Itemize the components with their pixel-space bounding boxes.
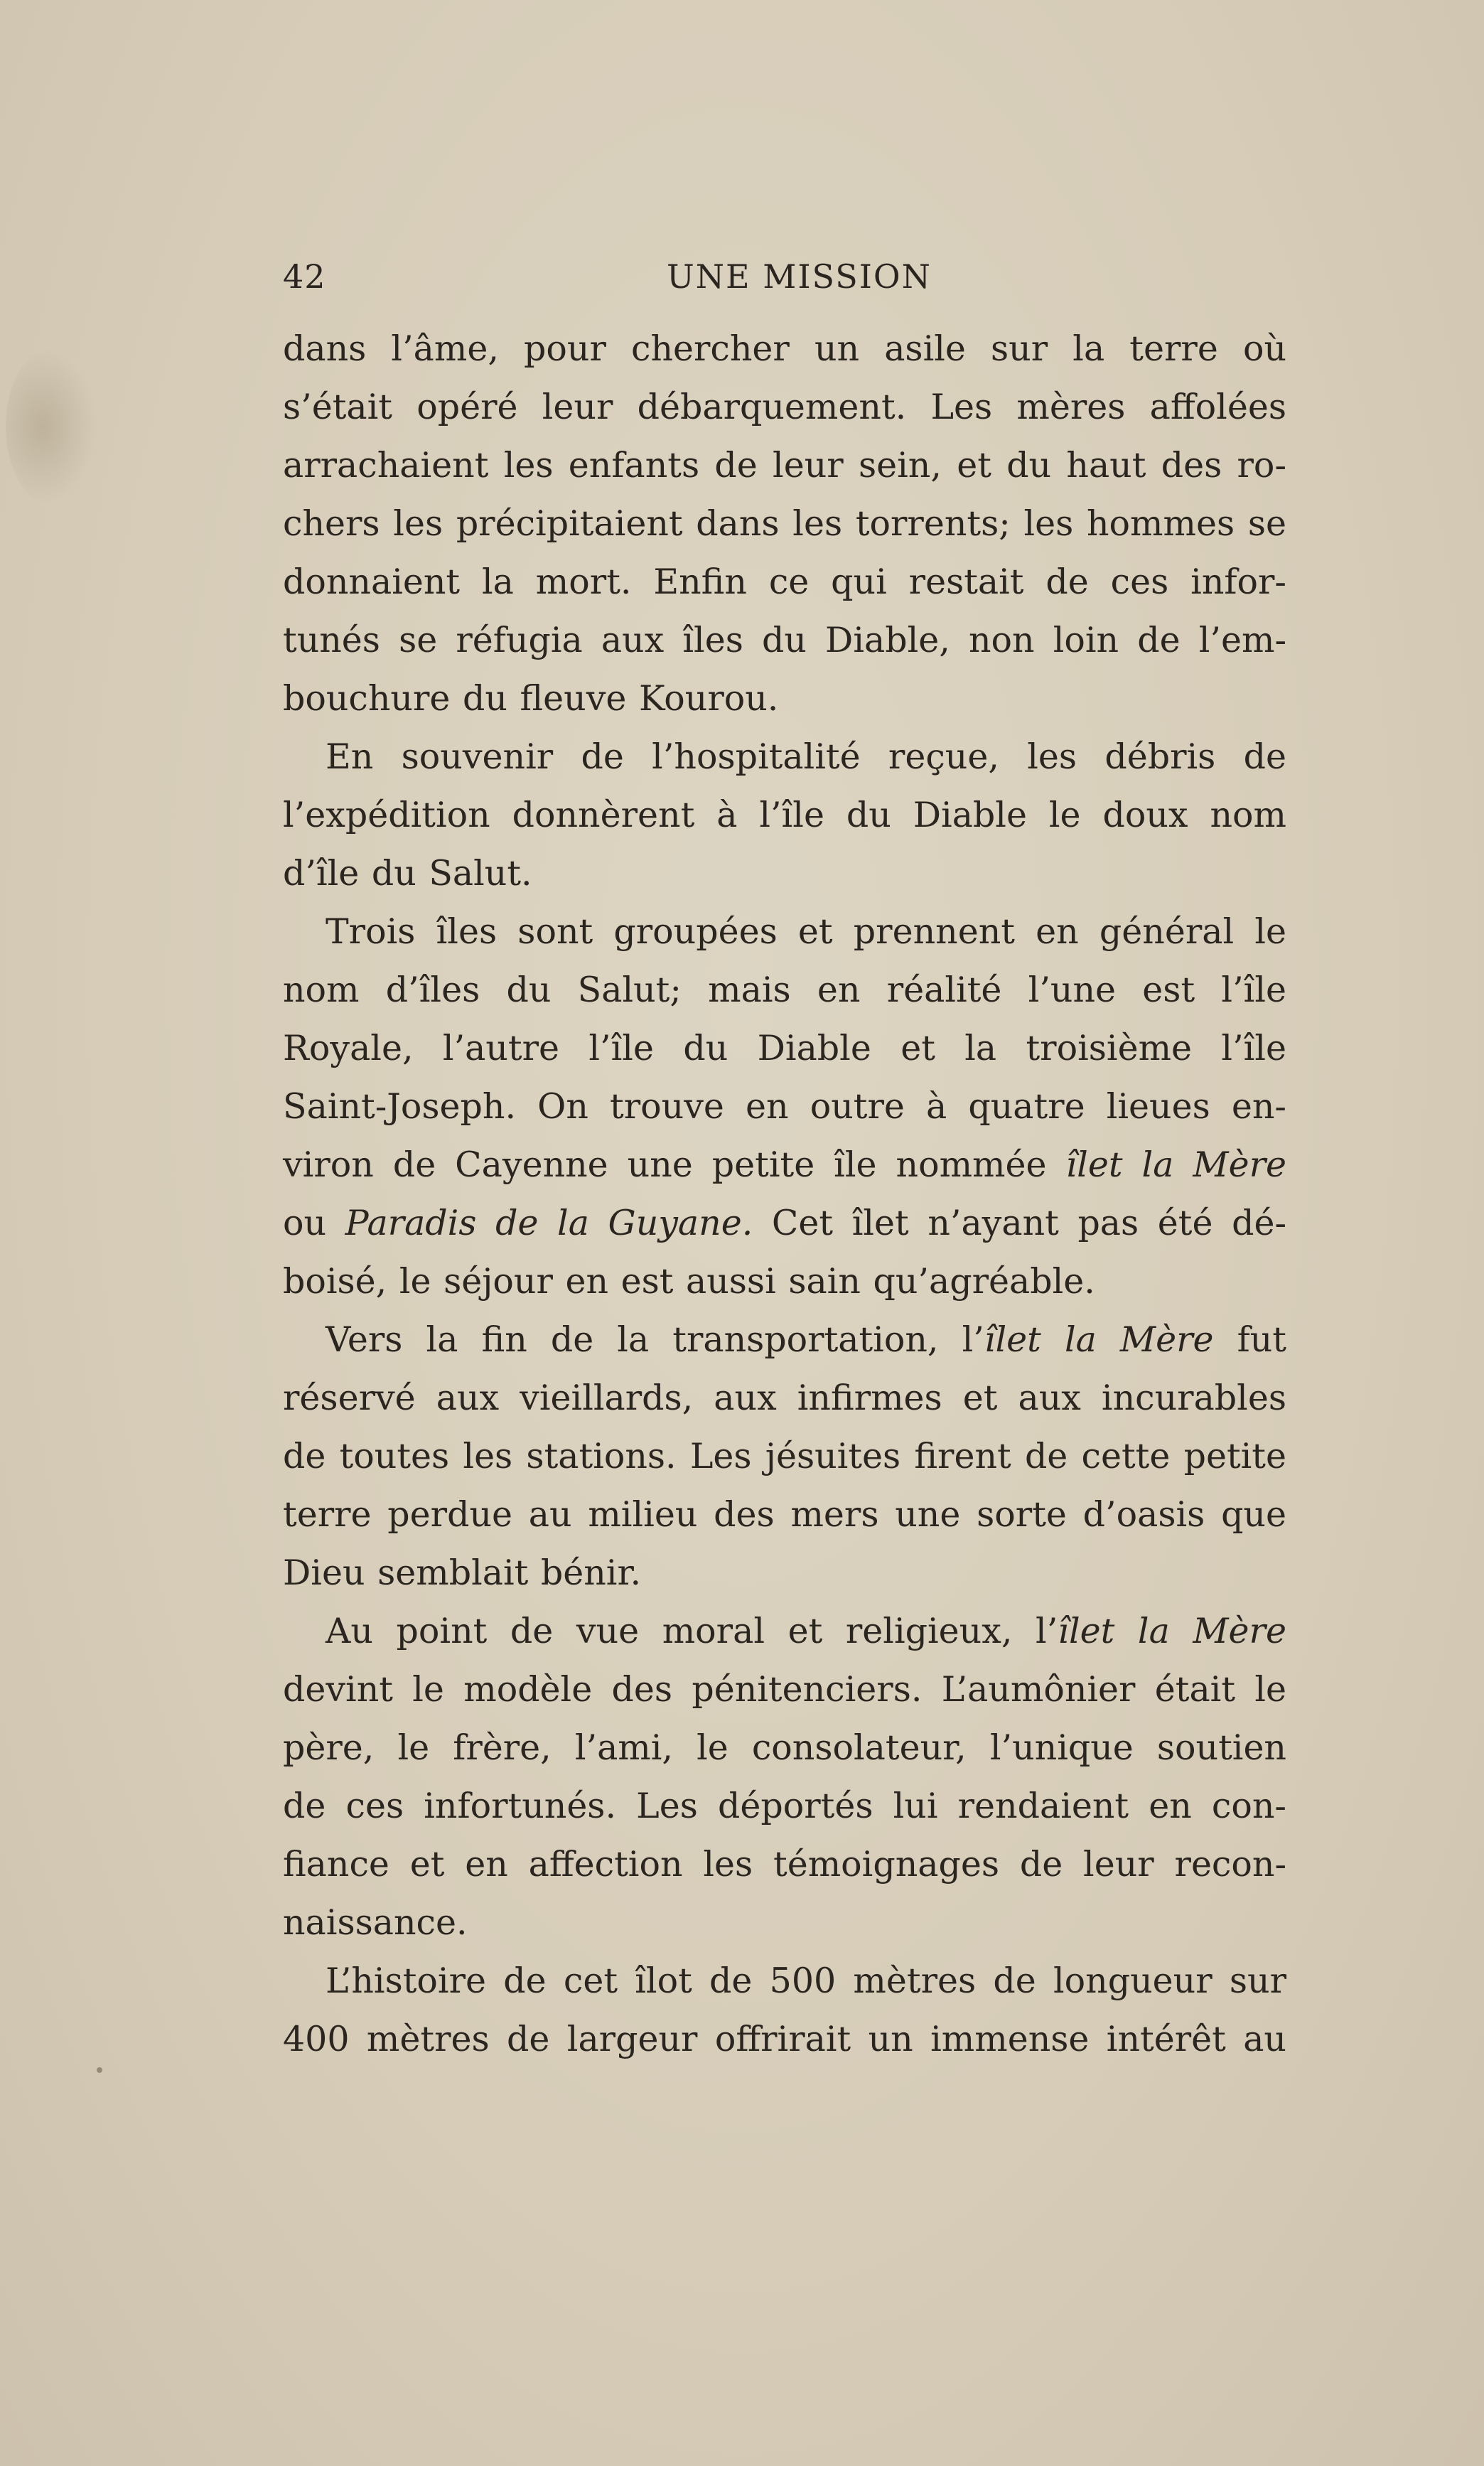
text-line: Royale, l’autre l’île du Diable et la troisième l’île [283,1028,1286,1068]
paper-speck [97,2067,102,2073]
text-line: de ces infortunés. Les déportés lui rendaient en con- [283,1786,1286,1826]
running-title: UNE MISSION [667,257,932,296]
text-line: Trois îles sont groupées et prennent en général le [326,911,1286,952]
text-line: devint le modèle des pénitenciers. L’aumônier était le [283,1669,1286,1710]
body-text [283,320,1286,2069]
text-line: d’île du Salut. [283,853,532,894]
text-line: boisé, le séjour en est aussi sain qu’agréable. [283,1261,1095,1302]
text-line: ou Paradis de la Guyane. Cet îlet n’ayant pas été dé- [283,1203,1286,1243]
text-line: chers les précipitaient dans les torrents; les hommes se [283,503,1286,544]
text-line: nom d’îles du Salut; mais en réalité l’une est l’île [283,970,1286,1010]
text-line: dans l’âme, pour chercher un asile sur la terre où [283,328,1286,369]
running-head [283,257,1286,300]
text-line: naissance. [283,1902,468,1943]
text-line: Au point de vue moral et religieux, l’îlet la Mère [326,1611,1286,1651]
text-line: de toutes les stations. Les jésuites firent de cette petite [283,1436,1286,1476]
text-line: père, le frère, l’ami, le consolateur, l’unique soutien [283,1727,1286,1768]
text-line: terre perdue au milieu des mers une sorte d’oasis que [283,1494,1286,1535]
text-line: Vers la fin de la transportation, l’îlet la Mère fut [326,1319,1286,1360]
text-line: L’histoire de cet îlot de 500 mètres de longueur sur [326,1961,1286,2001]
text-line: fiance et en affection les témoignages de leur recon- [283,1844,1286,1885]
text-line: arrachaient les enfants de leur sein, et du haut des ro- [283,445,1286,486]
text-line: tunés se réfugia aux îles du Diable, non loin de l’em- [283,620,1286,660]
text-line: Dieu semblait bénir. [283,1553,642,1593]
text-line: Saint-Joseph. On trouve en outre à quatre lieues en- [283,1086,1286,1127]
text-line: 400 mètres de largeur offrirait un immense intérêt au [283,2019,1286,2059]
paper-stain [6,348,98,505]
text-line: s’était opéré leur débarquement. Les mères affolées [283,387,1286,427]
text-line: donnaient la mort. Enfin ce qui restait de ces infor- [283,562,1286,602]
text-line: En souvenir de l’hospitalité reçue, les débris de [326,736,1286,777]
text-line: bouchure du fleuve Kourou. [283,678,779,719]
text-line: viron de Cayenne une petite île nommée îlet la Mère [283,1144,1286,1185]
text-line: réservé aux vieillards, aux infirmes et aux incurables [283,1378,1286,1418]
page-number: 42 [283,257,326,296]
text-line: l’expédition donnèrent à l’île du Diable le doux nom [283,795,1286,835]
